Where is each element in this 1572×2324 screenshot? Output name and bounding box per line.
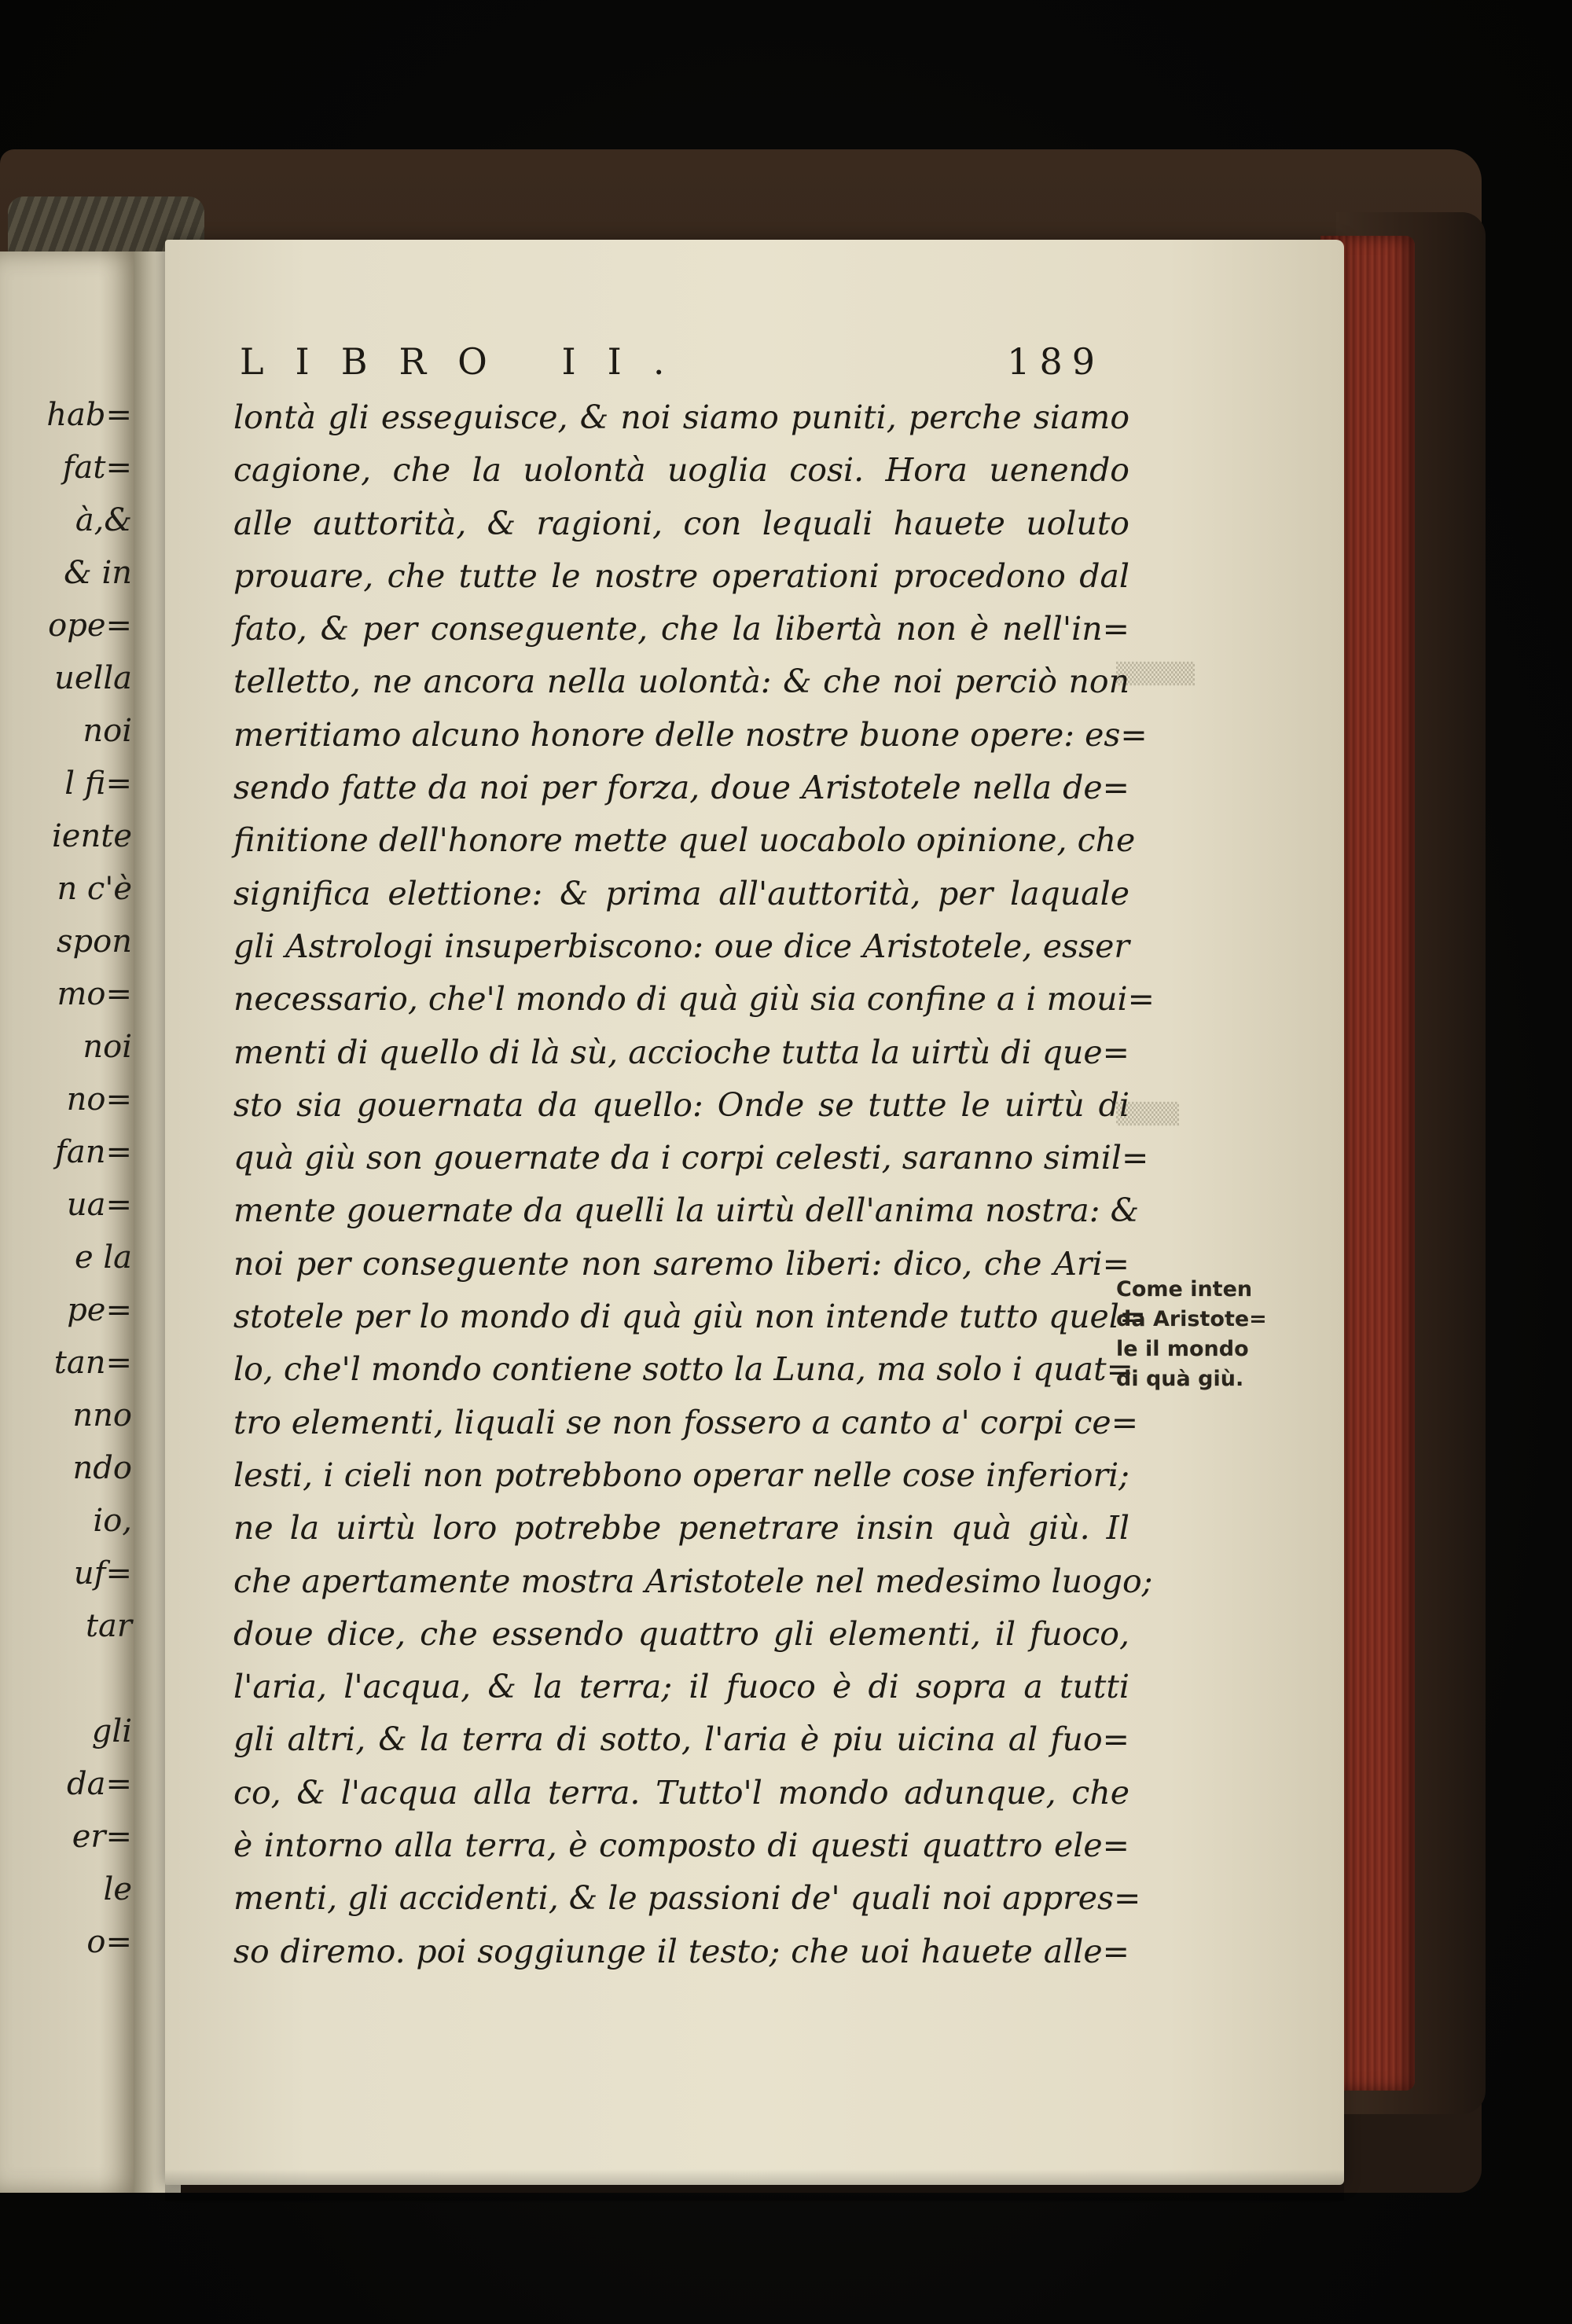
text-line: fato, & per conseguente, che la libertà non è nell'in=: [233, 610, 1129, 648]
text-line: finitione dell'honore mette quel uocabolo opinione, che: [233, 821, 1136, 860]
left-fragment: n c'è: [57, 871, 132, 907]
marginal-note-line: di quà giù.: [1116, 1367, 1244, 1391]
page-number: 189: [1007, 340, 1104, 383]
left-fragment: noi: [83, 1029, 132, 1065]
left-fragment: & in: [64, 555, 132, 591]
text-line: doue dice, che essendo quattro gli elementi, il fuoco,: [233, 1614, 1129, 1653]
text-line: gli altri, & la terra di sotto, l'aria è piu uicina al fuo=: [233, 1720, 1129, 1759]
left-fragment: noi: [83, 713, 132, 749]
text-line: lontà gli esseguisce, & noi siamo puniti, perche siamo: [233, 398, 1129, 436]
left-fragment: iente: [52, 818, 132, 854]
text-line: cagione, che la uolontà uoglia cosi. Hora uenendo: [233, 451, 1129, 490]
body-text: [233, 391, 1155, 1978]
left-page-text: [46, 389, 132, 1969]
page-bottom-shadow: [165, 2169, 1344, 2201]
left-fragment: er=: [72, 1819, 132, 1855]
text-line: prouare, che tutte le nostre operationi procedono dal: [233, 556, 1129, 595]
left-fragment: fat=: [62, 450, 132, 486]
text-line: è intorno alla terra, è composto di questi quattro ele=: [233, 1827, 1129, 1865]
left-fragment: e la: [74, 1239, 132, 1276]
left-fragment: ndo: [72, 1450, 132, 1486]
left-fragment: ua=: [66, 1187, 132, 1223]
left-fragment: uf=: [73, 1555, 132, 1592]
text-line: necessario, che'l mondo di quà giù sia confine a i moui=: [233, 980, 1155, 1019]
text-line: tro elementi, liquali se non fossero a canto a' corpi ce=: [233, 1403, 1139, 1441]
left-fragment: io,: [93, 1503, 132, 1539]
left-fragment: tan=: [53, 1345, 132, 1381]
left-page: [0, 251, 141, 2193]
left-fragment: l fi=: [64, 765, 132, 802]
text-line: lesti, i cieli non potrebbono operar nelle cose inferiori;: [233, 1456, 1129, 1494]
left-fragment: spon: [57, 923, 132, 960]
text-line: meritiamo alcuno honore delle nostre buone opere: es=: [233, 715, 1148, 754]
text-line: l'aria, l'acqua, & la terra; il fuoco è di sopra a tutti: [233, 1668, 1129, 1706]
text-line: noi per conseguente non saremo liberi: dico, che Ari=: [233, 1244, 1129, 1283]
text-line: significa elettione: & prima all'auttorità, per laquale: [233, 874, 1129, 912]
text-line: sendo fatte da noi per forza, doue Aristotele nella de=: [233, 769, 1129, 807]
marginal-note-line: Come inten: [1116, 1277, 1253, 1302]
left-fragment: [46, 1653, 132, 1705]
text-line: so diremo. poi soggiunge il testo; che uoi hauete alle=: [233, 1932, 1129, 1970]
text-line: co, & l'acqua alla terra. Tutto'l mondo adunque, che: [233, 1773, 1129, 1812]
left-fragment: no=: [66, 1081, 132, 1118]
text-line: gli Astrologi insuperbiscono: oue dice Aristotele, esser: [233, 927, 1129, 965]
text-line: alle auttorità, & ragioni, con lequali hauete uoluto: [233, 504, 1129, 542]
text-line: ne la uirtù loro potrebbe penetrare insin quà giù. Il: [233, 1509, 1129, 1547]
left-fragment: tar: [85, 1608, 132, 1644]
left-fragment: à,&: [75, 502, 132, 538]
show-through-text: ▒▒▒▒▒: [1116, 663, 1195, 686]
left-fragment: da=: [67, 1766, 132, 1802]
text-line: lo, che'l mondo contiene sotto la Luna, ma solo i quat=: [233, 1350, 1133, 1389]
left-fragment: le: [103, 1871, 132, 1907]
left-fragment: fan=: [55, 1134, 132, 1170]
left-fragment: o=: [86, 1924, 132, 1960]
text-line: che apertamente mostra Aristotele nel medesimo luogo;: [233, 1562, 1153, 1600]
marginal-note-line: da Aristote=: [1116, 1307, 1267, 1331]
show-through-text: ▒▒▒▒: [1116, 1103, 1179, 1126]
text-line: quà giù son gouernate da i corpi celesti, saranno simil=: [233, 1139, 1149, 1177]
text-line: sto sia gouernata da quello: Onde se tutte le uirtù di: [233, 1085, 1129, 1124]
running-title: LIBRO II.: [240, 340, 696, 383]
text-line: menti di quello di là sù, accioche tutta la uirtù di que=: [233, 1033, 1129, 1071]
marginal-note-line: le il mondo: [1116, 1337, 1249, 1361]
text-line: mente gouernate da quelli la uirtù dell'anima nostra: &: [233, 1191, 1140, 1230]
text-line: stotele per lo mondo di quà giù non intende tutto quel=: [233, 1298, 1147, 1336]
left-fragment: uella: [54, 660, 132, 696]
text-line: telletto, ne ancora nella uolontà: & che noi perciò non: [233, 663, 1129, 701]
text-line: menti, gli accidenti, & le passioni de' quali noi appres=: [233, 1879, 1141, 1918]
left-fragment: pe=: [67, 1292, 132, 1328]
left-fragment: gli: [91, 1713, 132, 1749]
left-fragment: ope=: [48, 608, 132, 644]
left-fragment: mo=: [57, 976, 132, 1012]
left-fragment: hab=: [46, 397, 132, 433]
marginal-note: [1116, 1275, 1267, 1394]
left-fragment: nno: [72, 1397, 132, 1434]
